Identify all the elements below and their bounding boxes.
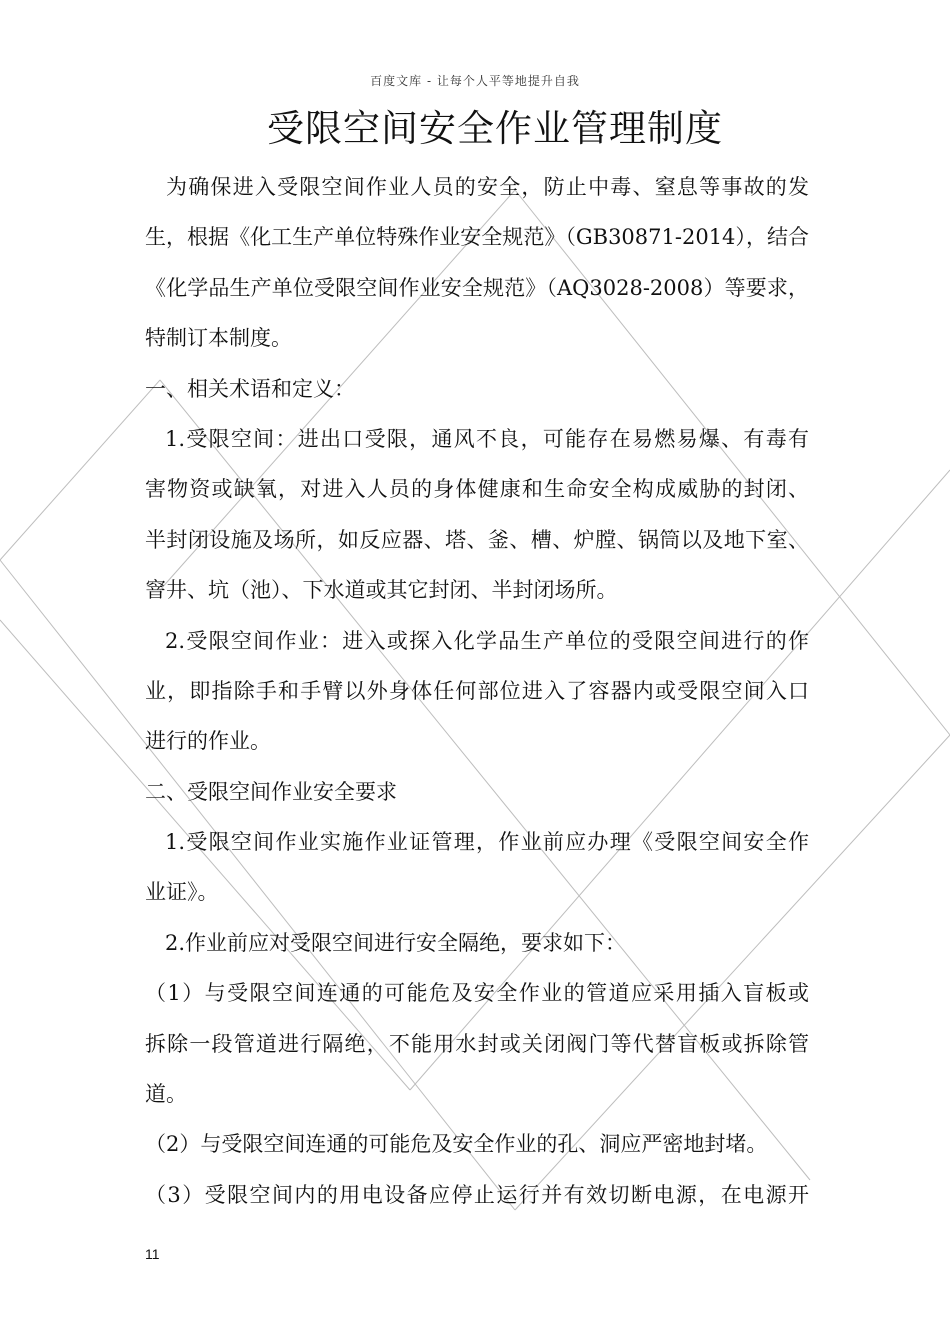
body-line: 为确保进入受限空间作业人员的安全，防止中毒、窒息等事故的发 xyxy=(166,175,809,199)
document-title: 受限空间安全作业管理制度 xyxy=(267,107,723,150)
body-line: 道。 xyxy=(145,1082,187,1107)
body-line: 2.受限空间作业：进入或探入化学品生产单位的受限空间进行的作 xyxy=(165,628,809,653)
body-line: 半封闭设施及场所，如反应器、塔、釜、槽、炉膛、锅筒以及地下室、 xyxy=(145,527,809,552)
body-line: （2）与受限空间连通的可能危及安全作业的孔、洞应严密地封堵。 xyxy=(145,1132,768,1157)
body-line: 业，即指除手和手臂以外身体任何部位进入了容器内或受限空间入口 xyxy=(145,678,809,703)
body-line: （1）与受限空间连通的可能危及安全作业的管道应采用插入盲板或 xyxy=(145,981,809,1006)
page-number: 11 xyxy=(145,1246,160,1262)
section-heading: 二、受限空间作业安全要求 xyxy=(145,779,397,804)
document-body xyxy=(145,162,809,1220)
body-line: 业证》。 xyxy=(145,880,219,905)
page-header: 百度文库 - 让每个人平等地提升自我 xyxy=(370,74,580,88)
body-line: 《化学品生产单位受限空间作业安全规范》（AQ3028-2008）等要求， xyxy=(145,275,809,300)
watermark-line xyxy=(0,380,160,560)
body-line: 生，根据《化工生产单位特殊作业安全规范》（GB30871-2014），结合 xyxy=(145,225,809,250)
body-line: 2.作业前应对受限空间进行安全隔绝，要求如下： xyxy=(165,930,627,955)
body-line: 1.受限空间：进出口受限，通风不良，可能存在易燃易爆、有毒有 xyxy=(165,426,809,451)
body-line: 拆除一段管道进行隔绝，不能用水封或关闭阀门等代替盲板或拆除管 xyxy=(145,1031,809,1056)
body-line: 窨井、坑（池）、下水道或其它封闭、半封闭场所。 xyxy=(145,578,618,603)
body-line: （3）受限空间内的用电设备应停止运行并有效切断电源，在电源开 xyxy=(145,1182,809,1207)
body-line: 1.受限空间作业实施作业证管理，作业前应办理《受限空间安全作 xyxy=(165,830,809,855)
section-heading: 一、相关术语和定义： xyxy=(145,376,355,401)
body-line: 特制订本制度。 xyxy=(145,326,292,351)
body-line: 进行的作业。 xyxy=(145,729,271,754)
body-line: 害物资或缺氧，对进入人员的身体健康和生命安全构成威胁的封闭、 xyxy=(145,477,809,502)
